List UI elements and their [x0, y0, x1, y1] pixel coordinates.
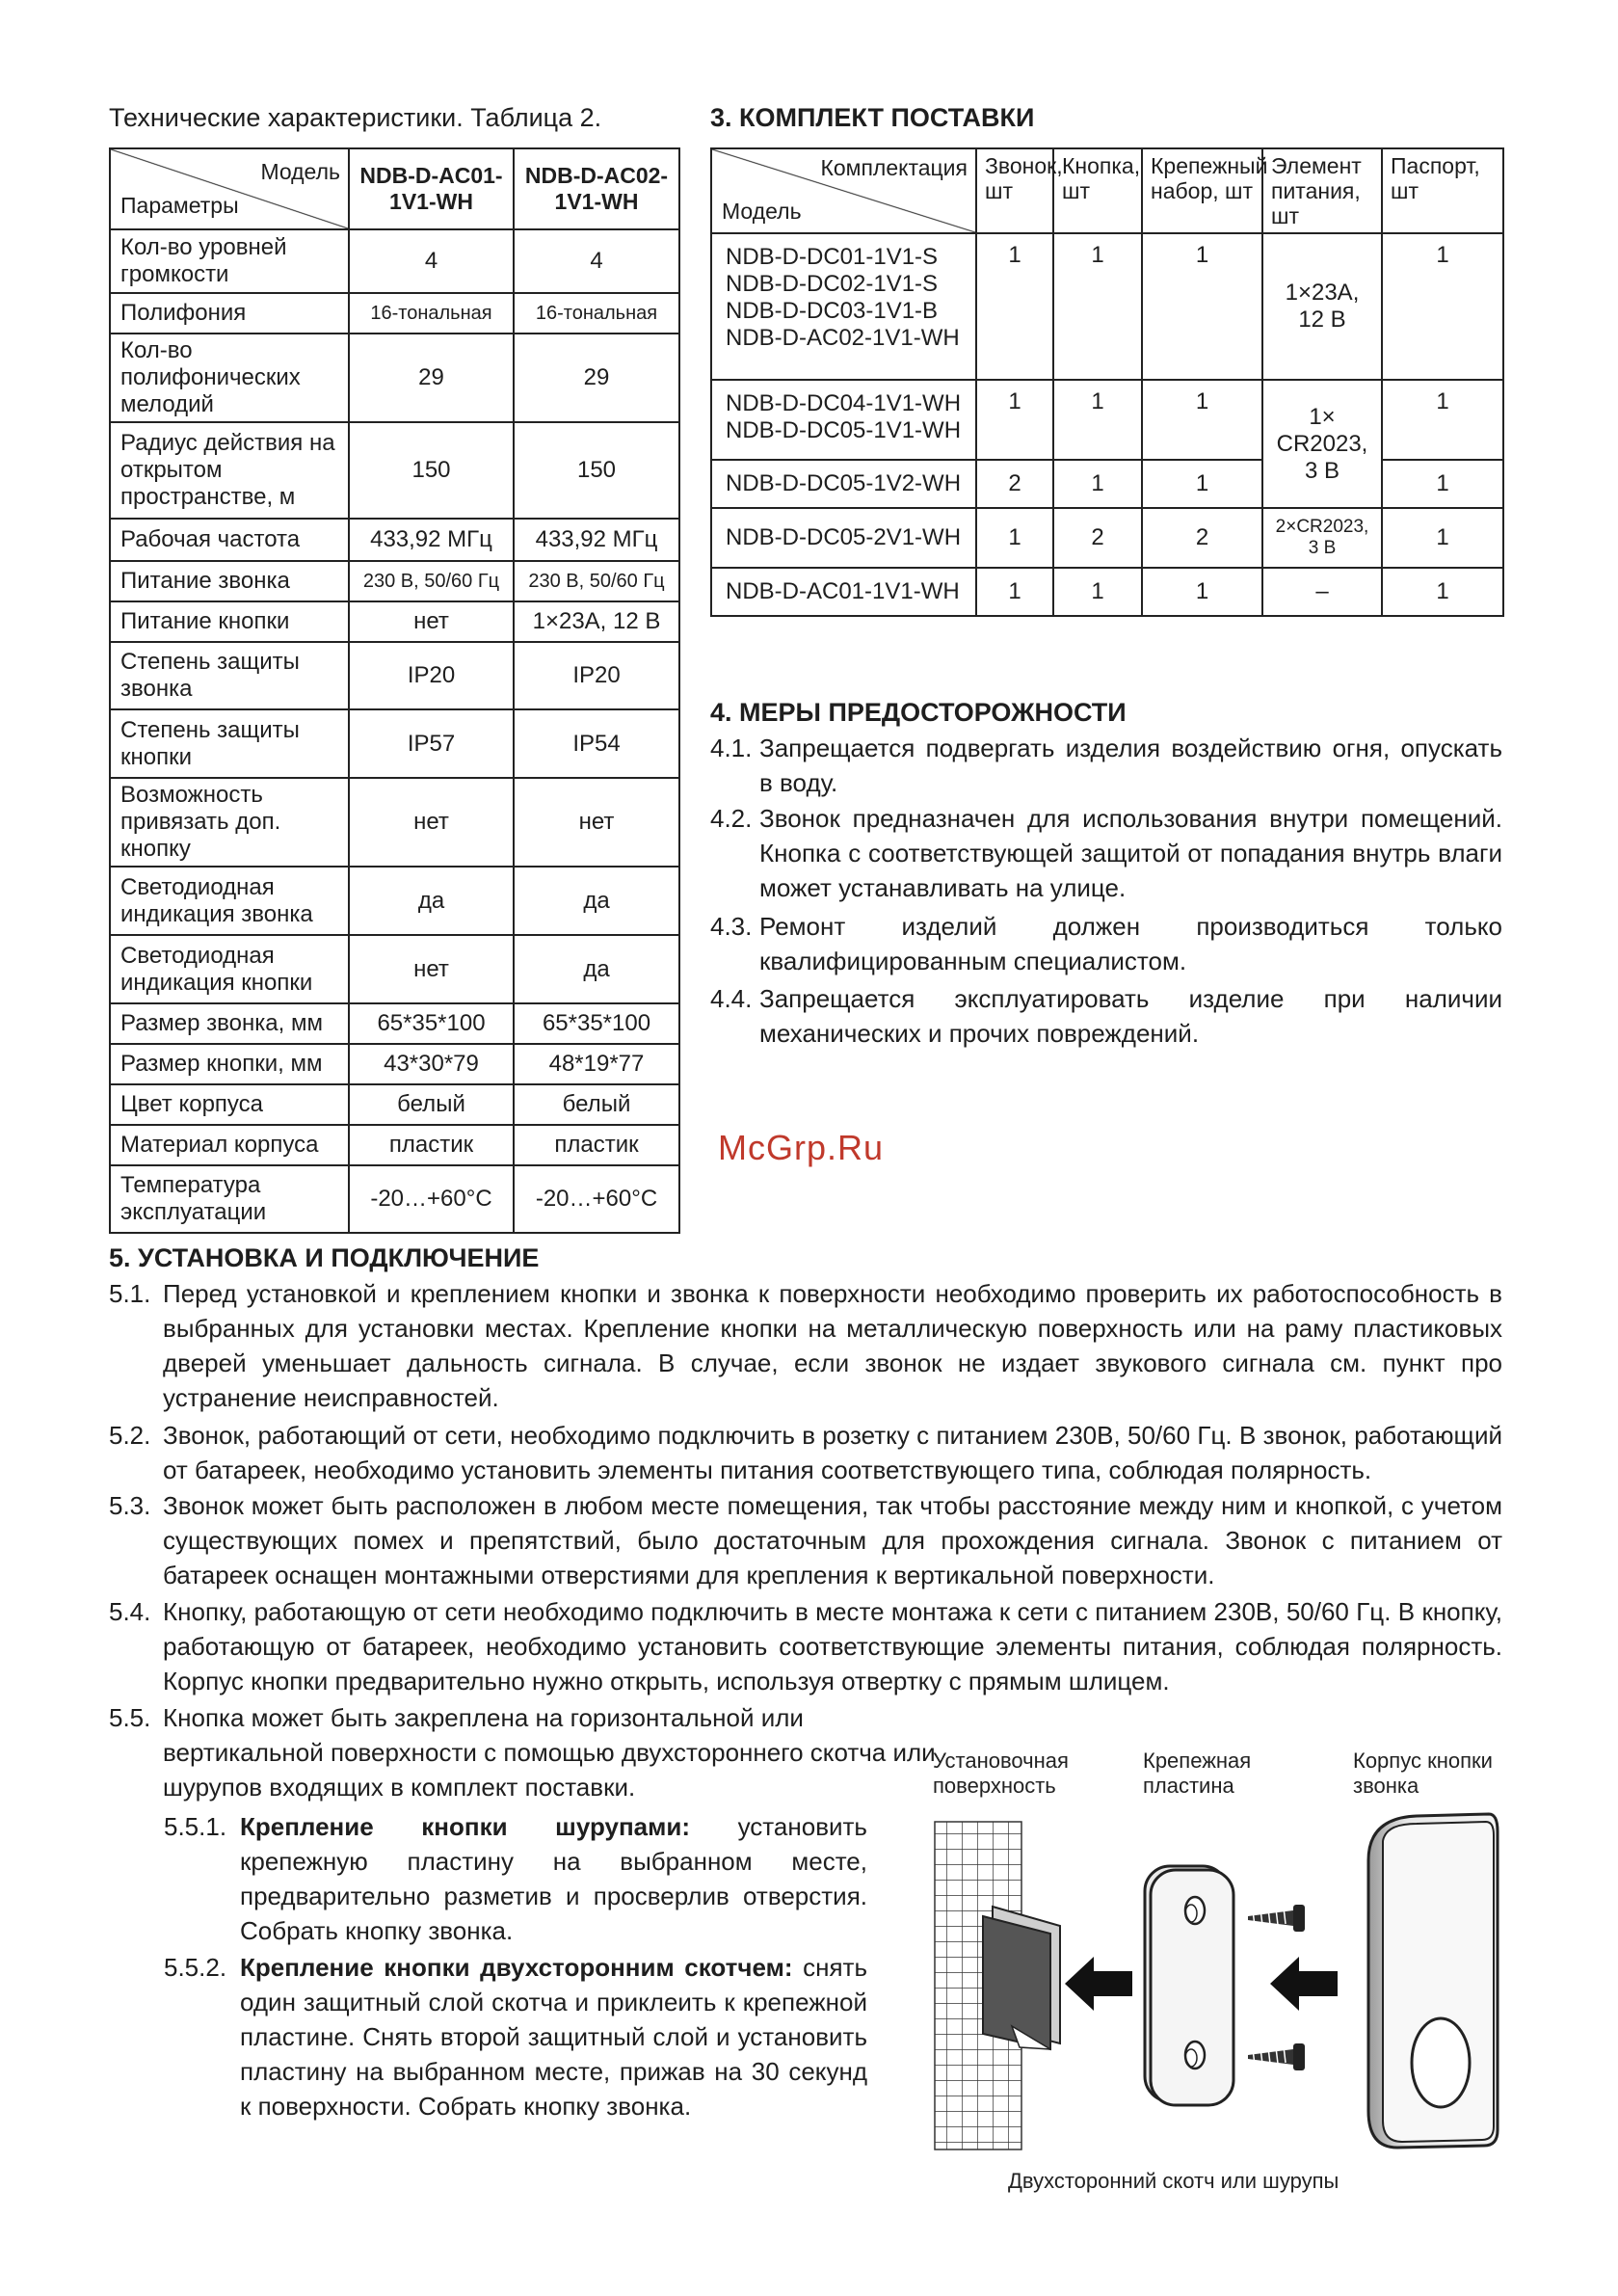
param-value: да [349, 867, 514, 935]
kit-cell: 1 [976, 380, 1053, 460]
param-value: 230 В, 50/60 Гц [514, 561, 679, 601]
kit-cell: 1 [1142, 460, 1262, 508]
kit-cell: 1 [1382, 568, 1503, 616]
param-value: -20…+60°С [349, 1165, 514, 1233]
table-row [110, 334, 679, 422]
specs-model2: NDB-D-AC02-1V1-WH [514, 148, 679, 229]
item-text: Звонок, работающий от сети, необходимо подключить в розетку с питанием 230В, 50/60 Гц. В звонок, работающий от батареек, необходимо установить элементы питания соответствующего типа, соблюдая полярность. [163, 1421, 1502, 1484]
mounting-plate-icon [1145, 1866, 1233, 2105]
kit-model-label: Модель [722, 199, 802, 224]
arrow-left-icon [1270, 1957, 1338, 2011]
item-number: 4.1. [710, 734, 753, 762]
specs-model-label: Модель [260, 159, 340, 184]
param-name: Светодиодная индикация звонка [110, 867, 349, 935]
kit-col-bell: Звонок, шт [976, 148, 1053, 233]
item-bold-lead: Крепление кнопки шурупами: [240, 1812, 690, 1841]
param-value: 150 [514, 422, 679, 519]
item-body: снять один защитный слой скотча и приклеить к крепежной пластине. Снять второй защитный слой и установить пластину на выбранном месте, прижав на 30 секунд к поверхности. Собрать кнопку звонка. [240, 1953, 867, 2121]
table-row [110, 422, 679, 519]
kit-col-passport: Паспорт, шт [1382, 148, 1503, 233]
param-value: пластик [349, 1125, 514, 1165]
item-number: 4.4. [710, 984, 753, 1013]
table-row [110, 778, 679, 867]
item-text: Ремонт изделий должен производиться только квалифицированным специалистом. [759, 912, 1502, 975]
param-value: белый [514, 1084, 679, 1125]
param-name: Питание звонка [110, 561, 349, 601]
param-value: 433,92 МГц [349, 519, 514, 561]
item-text: Кнопка может быть закреплена на горизонтальной или вертикальной поверхности с помощью двухстороннего скотча или шурупов входящих в комплект поставки. [163, 1703, 936, 1802]
kit-cell: 1 [1142, 380, 1262, 460]
param-name: Светодиодная индикация кнопки [110, 935, 349, 1003]
param-value: да [514, 867, 679, 935]
param-name: Возможность привязать доп. кнопку [110, 778, 349, 867]
list-item [109, 1418, 1502, 1487]
param-name: Размер звонка, мм [110, 1003, 349, 1044]
specs-params-label: Параметры [120, 193, 239, 218]
kit-cell: 1 [1382, 460, 1503, 508]
param-name: Полифония [110, 293, 349, 334]
kit-corner-cell [711, 148, 976, 233]
param-value: 4 [514, 229, 679, 293]
kit-models: NDB-D-DC01-1V1-S NDB-D-DC02-1V1-S NDB-D-DC03-1V1-B NDB-D-AC02-1V1-WH [711, 233, 976, 380]
list-item [109, 1488, 1502, 1592]
kit-cell: 2 [1053, 508, 1142, 568]
param-value: нет [349, 778, 514, 867]
item-text [240, 1950, 867, 2123]
param-value: 1×23А, 12 В [514, 601, 679, 642]
param-value: 16-тональная [349, 293, 514, 334]
table-row [110, 601, 679, 642]
table-row [110, 1125, 679, 1165]
kit-cell: – [1262, 568, 1382, 616]
param-value: IP20 [514, 642, 679, 709]
list-item [164, 1809, 867, 1948]
item-text: Звонок предназначен для использования внутри помещений. Кнопка с соответствующей защитой от попадания внутрь влаги может устанавливать на улице. [759, 804, 1502, 902]
specs-model1: NDB-D-AC01-1V1-WH [349, 148, 514, 229]
param-name: Степень защиты звонка [110, 642, 349, 709]
param-name: Радиус действия на открытом пространстве, м [110, 422, 349, 519]
item-text [240, 1809, 867, 1948]
item-number: 4.2. [710, 804, 753, 833]
param-value: 150 [349, 422, 514, 519]
list-item [710, 909, 1502, 978]
kit-cell: 1×23А, 12 В [1262, 233, 1382, 380]
kit-cell: 1 [976, 508, 1053, 568]
installation-title: 5. УСТАНОВКА И ПОДКЛЮЧЕНИЕ [109, 1243, 540, 1272]
precautions-title: 4. МЕРЫ ПРЕДОСТОРОЖНОСТИ [710, 698, 1127, 727]
param-value: пластик [514, 1125, 679, 1165]
kit-models: NDB-D-DC05-2V1-WH [711, 508, 976, 568]
button-body-icon [1368, 1814, 1498, 2148]
param-name: Материал корпуса [110, 1125, 349, 1165]
kit-complect-label: Комплектация [820, 155, 968, 180]
item-number: 5.5.1. [164, 1812, 227, 1841]
kit-models: NDB-D-DC05-1V2-WH [711, 460, 976, 508]
kit-header-row [711, 148, 1503, 233]
kit-cell: 2×CR2023, 3 В [1262, 508, 1382, 568]
kit-cell: 1 [976, 568, 1053, 616]
kit-table [710, 147, 1504, 617]
specs-table [109, 147, 680, 1234]
kit-models: NDB-D-AC01-1V1-WH [711, 568, 976, 616]
kit-cell: 1 [1382, 380, 1503, 460]
figure-caption: Двухсторонний скотч или шурупы [1008, 2169, 1339, 2193]
param-value: 29 [514, 334, 679, 422]
table-row [110, 935, 679, 1003]
param-value: 43*30*79 [349, 1044, 514, 1084]
kit-cell: 1 [1053, 568, 1142, 616]
list-item [109, 1276, 1502, 1415]
kit-cell: 1 [1053, 380, 1142, 460]
item-number: 5.5.2. [164, 1953, 227, 1982]
param-name: Цвет корпуса [110, 1084, 349, 1125]
param-name: Кол-во уровней громкости [110, 229, 349, 293]
label-plate: Крепежная пластина [1143, 1749, 1252, 1798]
kit-col-battery: Элемент питания, шт [1262, 148, 1382, 233]
list-item [710, 731, 1502, 800]
table-row [110, 1003, 679, 1044]
param-value: белый [349, 1084, 514, 1125]
item-text: Запрещается подвергать изделия воздействию огня, опускать в воду. [759, 734, 1502, 797]
item-bold-lead: Крепление кнопки двухсторонним скотчем: [240, 1953, 793, 1982]
screw-icon [1248, 1905, 1305, 1932]
table-row [711, 508, 1503, 568]
label-body: Корпус кнопки звонка [1353, 1749, 1493, 1798]
kit-cell: 1 [1382, 508, 1503, 568]
kit-col-mount: Крепежный набор, шт [1142, 148, 1262, 233]
list-item [164, 1950, 867, 2123]
param-value: нет [514, 778, 679, 867]
kit-cell: 1 [1142, 233, 1262, 380]
kit-cell: 1 [976, 233, 1053, 380]
table-row [110, 709, 679, 778]
table-row [110, 293, 679, 334]
item-number: 5.1. [109, 1279, 151, 1308]
param-value: да [514, 935, 679, 1003]
item-text: Звонок может быть расположен в любом месте помещения, так чтобы расстояние между ним и кнопкой, с учетом существующих помех и препятствий, было достаточным для прохождения сигнала. Звонок с питанием от батареек оснащен монтажными отверстиями для крепления к вертикальной поверхности. [163, 1491, 1502, 1589]
table-row [110, 867, 679, 935]
param-name: Размер кнопки, мм [110, 1044, 349, 1084]
mounting-illustration [915, 1802, 1513, 2169]
param-name: Рабочая частота [110, 519, 349, 561]
item-body: установить крепежную пластину на выбранном месте, предварительно разметив и просверлив отверстия. Собрать кнопку звонка. [240, 1812, 867, 1945]
kit-cell: 1 [1382, 233, 1503, 380]
item-number: 4.3. [710, 912, 753, 941]
param-value: 16-тональная [514, 293, 679, 334]
param-name: Температура эксплуатации [110, 1165, 349, 1233]
kit-col-button: Кнопка, шт [1053, 148, 1142, 233]
param-value: IP54 [514, 709, 679, 778]
item-text: Кнопку, работающую от сети необходимо подключить в месте монтажа к сети с питанием 230В, 50/60 Гц. В кнопку, работающую от батареек, необходимо установить соответствующие элементы питания, соблюдая полярность. Корпус кнопки предварительно нужно открыть, используя отвертку с прямым шлицем. [163, 1597, 1502, 1695]
screw-icon [1248, 2043, 1305, 2070]
param-name: Степень защиты кнопки [110, 709, 349, 778]
specs-header-row [110, 148, 679, 229]
list-item [710, 981, 1502, 1051]
param-value: нет [349, 935, 514, 1003]
table-row [711, 460, 1503, 508]
tape-icon [983, 1907, 1060, 2049]
arrow-left-icon [1065, 1957, 1132, 2011]
param-value: IP20 [349, 642, 514, 709]
param-value: 230 В, 50/60 Гц [349, 561, 514, 601]
param-value: IP57 [349, 709, 514, 778]
param-value: 65*35*100 [349, 1003, 514, 1044]
item-text: Запрещается эксплуатировать изделие при наличии механических и прочих повреждений. [759, 984, 1502, 1048]
table-row [110, 642, 679, 709]
table-row [711, 233, 1503, 380]
table-row [110, 561, 679, 601]
kit-cell: 2 [976, 460, 1053, 508]
param-value: нет [349, 601, 514, 642]
list-item [109, 1700, 1502, 1804]
param-value: 65*35*100 [514, 1003, 679, 1044]
table-row [110, 1044, 679, 1084]
table-row [110, 1165, 679, 1233]
kit-cell: 1× CR2023, 3 В [1262, 380, 1382, 508]
param-value: 48*19*77 [514, 1044, 679, 1084]
table-row [110, 519, 679, 561]
item-number: 5.5. [109, 1703, 151, 1732]
param-name: Кол-во полифонических мелодий [110, 334, 349, 422]
watermark: McGrp.Ru [718, 1128, 885, 1167]
label-surface: Установочная поверхность [933, 1749, 1069, 1798]
param-value: 29 [349, 334, 514, 422]
kit-cell: 1 [1142, 568, 1262, 616]
specs-caption: Технические характеристики. Таблица 2. [109, 103, 602, 132]
item-number: 5.2. [109, 1421, 151, 1450]
kit-cell: 2 [1142, 508, 1262, 568]
list-item [109, 1594, 1502, 1698]
item-text: Перед установкой и креплением кнопки и звонка к поверхности необходимо проверить их работоспособность в выбранных для установки местах. Крепление кнопки на металлическую поверхность или на раму пластиковых дверей уменьшает дальность сигнала. В случае, если звонок не издает звукового сигнала см. пункт про устранение неисправностей. [163, 1279, 1502, 1412]
kit-cell: 1 [1053, 233, 1142, 380]
table-row [110, 229, 679, 293]
param-value: 433,92 МГц [514, 519, 679, 561]
item-number: 5.4. [109, 1597, 151, 1626]
table-row [711, 568, 1503, 616]
param-value: 4 [349, 229, 514, 293]
param-value: -20…+60°С [514, 1165, 679, 1233]
specs-corner-cell [110, 148, 349, 229]
kit-cell: 1 [1053, 460, 1142, 508]
table-row [110, 1084, 679, 1125]
kit-title: 3. КОМПЛЕКТ ПОСТАВКИ [710, 103, 1035, 132]
item-number: 5.3. [109, 1491, 151, 1520]
param-name: Питание кнопки [110, 601, 349, 642]
list-item [710, 801, 1502, 905]
kit-models: NDB-D-DC04-1V1-WH NDB-D-DC05-1V1-WH [711, 380, 976, 460]
table-row [711, 380, 1503, 460]
